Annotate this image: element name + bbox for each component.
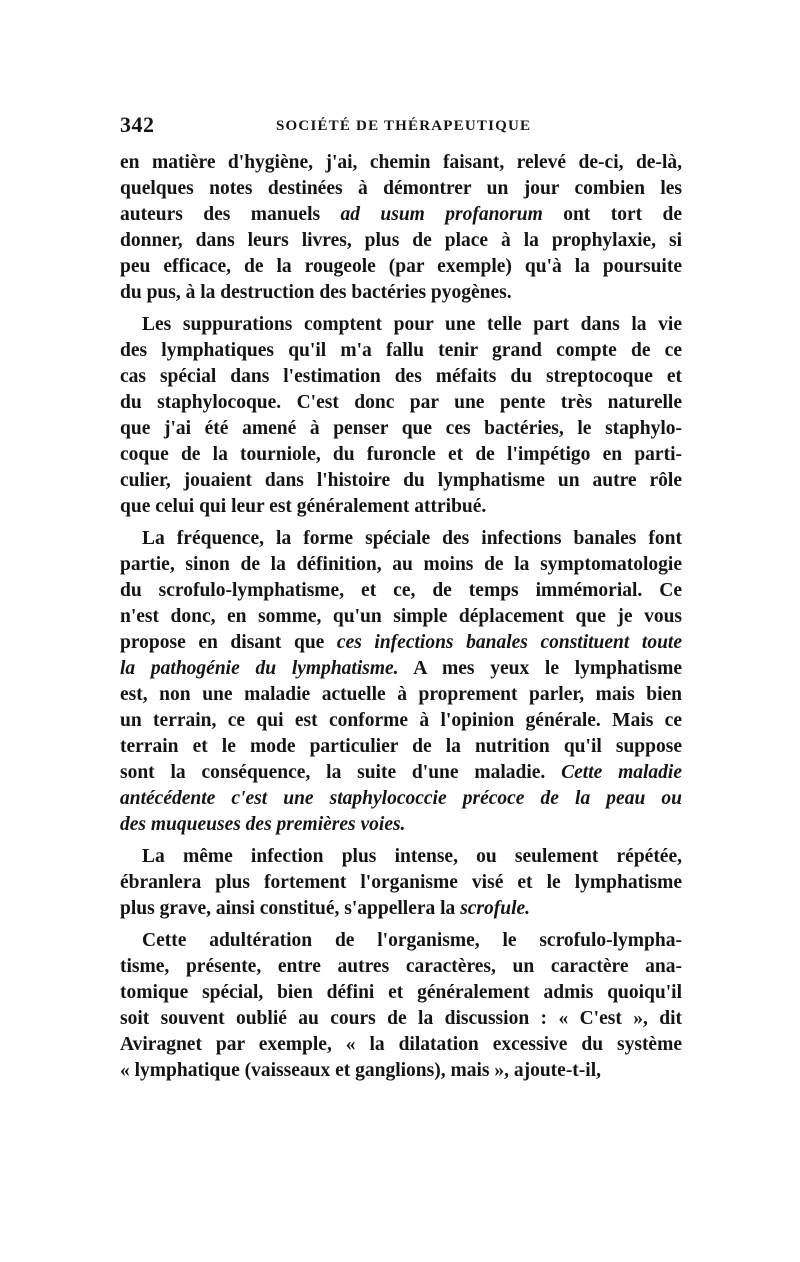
- text-line: [120, 176, 682, 202]
- text-run: plus grave, ainsi constitué, s'appellera la: [120, 898, 461, 919]
- text-line: [120, 1058, 682, 1084]
- text-run: des lymphatiques qu'il m'a fallu tenir grand compte de ce: [120, 340, 682, 361]
- text-line: [120, 928, 682, 954]
- text-run: ont tort de: [542, 204, 682, 225]
- text-run: culier, jouaient dans l'histoire du lymphatisme un autre rôle: [120, 470, 682, 491]
- page-number: 342: [120, 112, 155, 137]
- running-title: SOCIÉTÉ DE THÉRAPEUTIQUE: [276, 118, 532, 134]
- text-line: [120, 202, 682, 228]
- italic-text: antécédente c'est une staphylococcie précoce de la peau ou: [120, 788, 682, 809]
- text-run: que j'ai été amené à penser que ces bactéries, le staphylo-: [120, 418, 682, 439]
- text-run: « lymphatique (vaisseaux et ganglions), mais », ajoute-t-il,: [120, 1060, 602, 1081]
- text-run: tisme, présente, entre autres caractères, un caractère ana-: [120, 956, 682, 977]
- italic-text: scrofule.: [460, 898, 531, 919]
- text-run: tomique spécial, bien défini et généralement admis quoiqu'il: [120, 982, 682, 1003]
- text-run: propose en disant que: [120, 632, 337, 653]
- text-run: en matière d'hygiène, j'ai, chemin faisant, relevé de-ci, de-là,: [120, 152, 682, 173]
- text-line: [120, 954, 682, 980]
- text-line: [120, 734, 682, 760]
- text-line: [120, 254, 682, 280]
- text-line: [120, 280, 682, 306]
- text-run: auteurs des manuels: [120, 204, 341, 225]
- text-line: [120, 552, 682, 578]
- text-line: [120, 760, 682, 786]
- italic-text: la pathogénie du lymphatisme.: [120, 658, 399, 679]
- text-line: [120, 980, 682, 1006]
- text-line: [120, 604, 682, 630]
- body-text: [120, 150, 682, 1084]
- italic-text: ad usum profanorum: [340, 204, 543, 225]
- text-run: donner, dans leurs livres, plus de place à la prophylaxie, si: [120, 230, 682, 251]
- paragraph: [120, 526, 682, 838]
- text-line: [120, 150, 682, 176]
- text-run: coque de la tourniole, du furoncle et de l'impétigo en parti-: [120, 444, 682, 465]
- text-run: La fréquence, la forme spéciale des infections banales font: [142, 528, 682, 549]
- text-line: [120, 812, 682, 838]
- text-run: terrain et le mode particulier de la nutrition qu'il suppose: [120, 736, 682, 757]
- page-header: [120, 112, 682, 142]
- text-run: du staphylocoque. C'est donc par une pente très naturelle: [120, 392, 682, 413]
- paragraph: [120, 928, 682, 1084]
- text-run: un terrain, ce qui est conforme à l'opinion générale. Mais ce: [120, 710, 682, 731]
- text-run: cas spécial dans l'estimation des méfaits du streptocoque et: [120, 366, 682, 387]
- text-line: [120, 390, 682, 416]
- italic-text: Cette maladie: [561, 762, 682, 783]
- text-line: [120, 1006, 682, 1032]
- text-line: [120, 1032, 682, 1058]
- text-run: que celui qui leur est généralement attribué.: [120, 496, 487, 517]
- text-line: [120, 630, 682, 656]
- text-line: [120, 442, 682, 468]
- text-run: du scrofulo-lymphatisme, et ce, de temps immémorial. Ce: [120, 580, 682, 601]
- text-line: [120, 468, 682, 494]
- text-line: [120, 416, 682, 442]
- paragraph: [120, 312, 682, 520]
- text-run: est, non une maladie actuelle à proprement parler, mais bien: [120, 684, 682, 705]
- text-line: [120, 786, 682, 812]
- text-run: La même infection plus intense, ou seulement répétée,: [142, 846, 682, 867]
- text-run: n'est donc, en somme, qu'un simple déplacement que je vous: [120, 606, 682, 627]
- text-line: [120, 494, 682, 520]
- text-run: A mes yeux le lymphatisme: [398, 658, 682, 679]
- text-run: sont la conséquence, la suite d'une maladie.: [120, 762, 562, 783]
- text-line: [120, 708, 682, 734]
- text-line: [120, 870, 682, 896]
- text-line: [120, 338, 682, 364]
- text-line: [120, 312, 682, 338]
- text-run: Les suppurations comptent pour une telle part dans la vie: [142, 314, 682, 335]
- text-run: ébranlera plus fortement l'organisme visé et le lymphatisme: [120, 872, 682, 893]
- italic-text: ces infections banales constituent toute: [336, 632, 682, 653]
- text-line: [120, 896, 682, 922]
- text-run: peu efficace, de la rougeole (par exemple) qu'à la poursuite: [120, 256, 682, 277]
- text-run: soit souvent oublié au cours de la discussion : « C'est », dit: [120, 1008, 682, 1029]
- text-line: [120, 228, 682, 254]
- text-run: Cette adultération de l'organisme, le scrofulo-lympha-: [142, 930, 682, 951]
- paragraph: [120, 150, 682, 306]
- text-line: [120, 656, 682, 682]
- italic-text: des muqueuses des premières voies.: [120, 814, 406, 835]
- text-line: [120, 578, 682, 604]
- text-run: partie, sinon de la définition, au moins de la symptomatologie: [120, 554, 682, 575]
- text-line: [120, 364, 682, 390]
- text-run: quelques notes destinées à démontrer un jour combien les: [120, 178, 682, 199]
- text-run: du pus, à la destruction des bactéries pyogènes.: [120, 282, 512, 303]
- text-line: [120, 844, 682, 870]
- paragraph: [120, 844, 682, 922]
- text-run: Aviragnet par exemple, « la dilatation excessive du système: [120, 1034, 682, 1055]
- text-line: [120, 526, 682, 552]
- text-line: [120, 682, 682, 708]
